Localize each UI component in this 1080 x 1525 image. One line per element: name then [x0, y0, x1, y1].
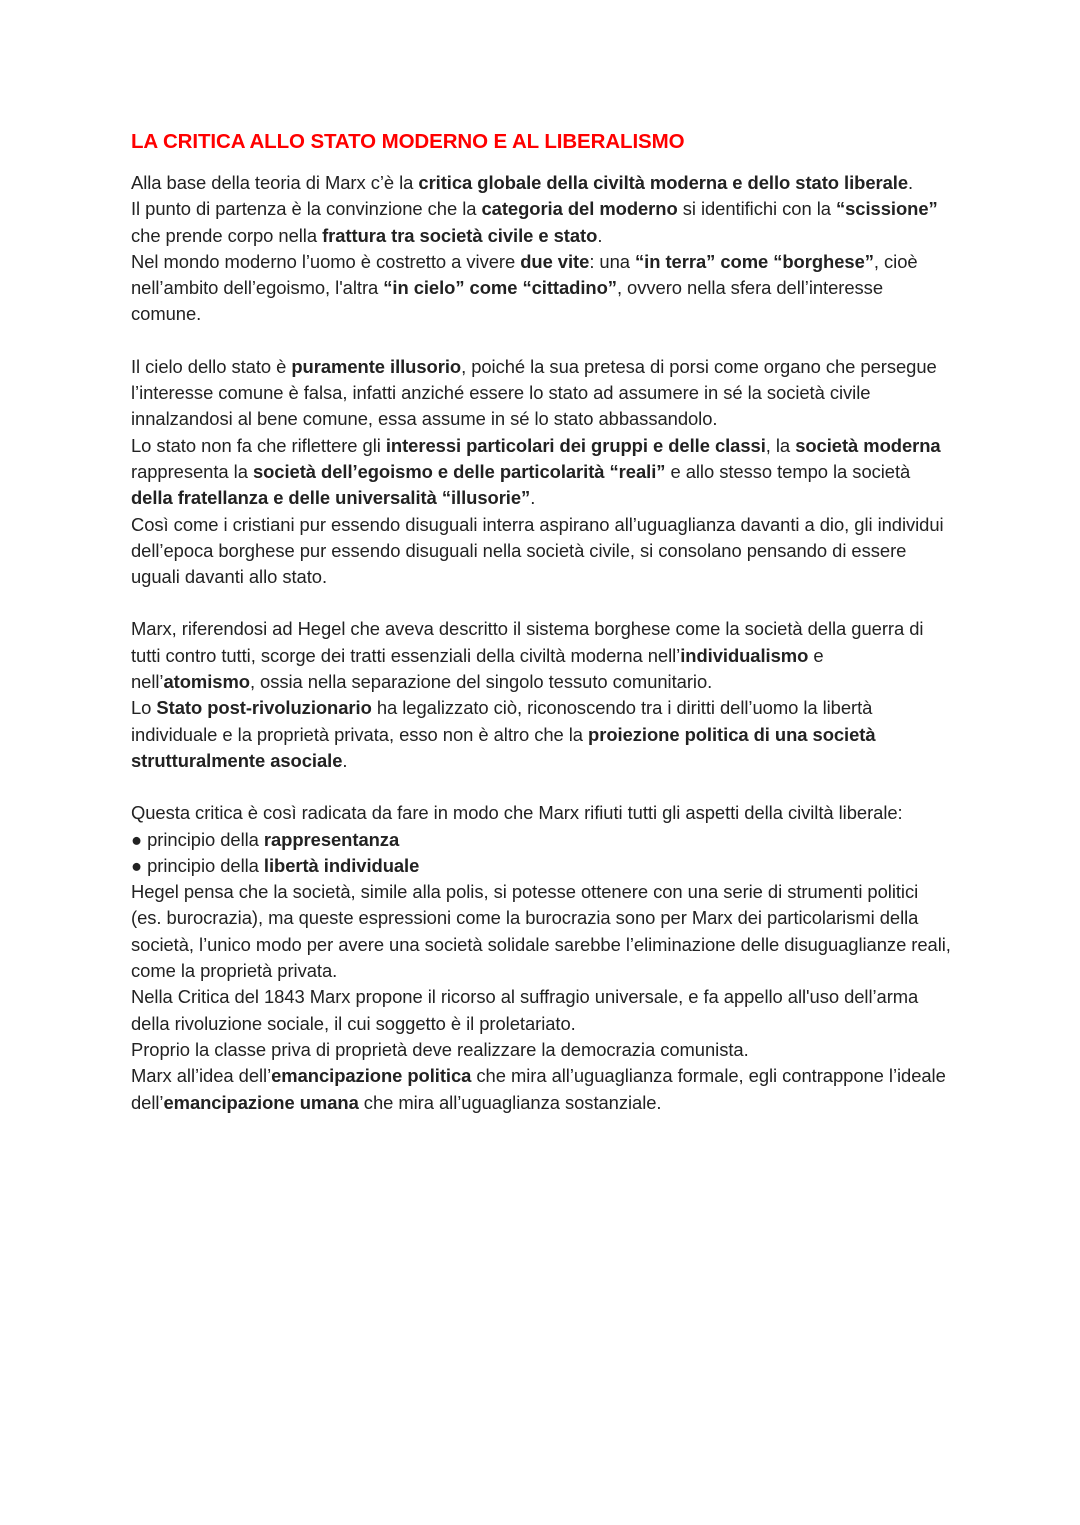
- text-run: .: [908, 172, 914, 193]
- paragraph: [131, 354, 951, 433]
- paragraph: [131, 170, 951, 196]
- bold-text: società moderna: [795, 434, 941, 456]
- bold-text: libertà individuale: [263, 854, 420, 876]
- text-run: Nella Critica del 1843 Marx propone il ricorso al suffragio universale, e fa appello all'uso dell’arma della rivoluzione sociale, il cui soggetto è il proletariato.: [131, 986, 919, 1034]
- bold-text: emancipazione politica: [271, 1065, 472, 1087]
- text-run: Nel mondo moderno l’uomo è costretto a vivere: [131, 250, 521, 272]
- document-body: [131, 128, 951, 1116]
- paragraph: [131, 196, 951, 249]
- text-run: , poiché la sua pretesa di porsi come organo che persegue l’interesse comune è falsa, infatti anziché essere lo stato ad assumere in sé la società civile innalzandosi al bene comune, essa assume in sé lo stato abbassandolo.: [131, 355, 937, 430]
- bold-text: atomismo: [163, 671, 250, 693]
- bold-text: puramente illusorio: [291, 355, 462, 377]
- text-run: Così come i cristiani pur essendo disuguali interra aspirano all’uguaglianza davanti a dio, gli individui dell’epoca borghese pur essendo disuguali nella società civile, si consolano pensando di essere uguali davanti allo stato.: [131, 513, 944, 588]
- text-run: Marx, riferendosi ad Hegel che aveva descritto il sistema borghese come la società della guerra di tutti contro tutti, scorge dei tratti essenziali della civiltà moderna nell’: [131, 618, 924, 666]
- text-run: Alla base della teoria di Marx c’è la: [131, 172, 419, 193]
- text-run: e nell’: [131, 644, 824, 693]
- text-run: rappresenta la: [131, 460, 253, 482]
- paragraph-gap: [131, 774, 951, 800]
- text-run: che mira all’uguaglianza formale, egli contrappone l’ideale dell’: [131, 1065, 946, 1113]
- text-run: , cioè nell’ambito dell’egoismo, l'altra: [131, 250, 918, 299]
- bold-text: interessi particolari dei gruppi e delle classi: [385, 434, 766, 456]
- text-run: ● principio della: [131, 854, 264, 876]
- bold-text: categoria del moderno: [481, 198, 678, 220]
- paragraph: [131, 695, 951, 774]
- bold-text: individualismo: [680, 644, 809, 666]
- paragraph: [131, 853, 951, 879]
- bold-text: “scissione”: [835, 198, 938, 220]
- bold-text: critica globale della civiltà moderna e dello stato liberale: [418, 172, 909, 193]
- paragraph: [131, 616, 951, 695]
- text-run: Proprio la classe priva di proprietà deve realizzare la democrazia comunista.: [131, 1038, 749, 1060]
- text-run: Il cielo dello stato è: [131, 355, 292, 377]
- bold-text: proiezione politica di una società strutturalmente asociale: [131, 723, 876, 771]
- paragraph: [131, 800, 951, 826]
- text-run: .: [530, 487, 536, 509]
- text-run: ha legalizzato ciò, riconoscendo tra i diritti dell’uomo la libertà individuale e la proprietà privata, esso non è altro che la: [131, 697, 873, 745]
- text-run: , ossia nella separazione del singolo tessuto comunitario.: [249, 671, 713, 693]
- paragraph-list: [131, 170, 951, 1116]
- paragraph-gap: [131, 590, 951, 616]
- paragraph: [131, 879, 951, 984]
- text-run: che prende corpo nella: [131, 224, 323, 246]
- bold-text: società dell’egoismo e delle particolarità “reali”: [252, 460, 666, 482]
- paragraph: [131, 1063, 951, 1116]
- paragraph: [131, 249, 951, 328]
- text-run: Hegel pensa che la società, simile alla polis, si potesse ottenere con una serie di strumenti politici (es. burocrazia), ma queste espressioni come la burocrazia sono per Marx dei particolarismi della società, l’unico modo per avere una società solidale sarebbe l’eliminazione delle disuguaglianze reali, come la proprietà privata.: [131, 881, 951, 982]
- text-run: Marx all’idea dell’: [131, 1065, 272, 1087]
- paragraph: [131, 1037, 951, 1063]
- bold-text: frattura tra società civile e stato: [322, 224, 598, 246]
- bold-text: Stato post-rivoluzionario: [156, 697, 372, 719]
- text-run: , la: [765, 434, 796, 456]
- paragraph-gap: [131, 328, 951, 354]
- text-run: si identifichi con la: [677, 198, 836, 220]
- text-run: Lo: [131, 697, 157, 719]
- text-run: ● principio della: [131, 828, 264, 850]
- bold-text: rappresentanza: [263, 828, 400, 850]
- paragraph: [131, 984, 951, 1037]
- paragraph: [131, 433, 951, 512]
- text-run: Lo stato non fa che riflettere gli: [131, 434, 386, 456]
- bold-text: due vite: [520, 250, 590, 272]
- text-run: : una: [589, 250, 636, 272]
- text-run: Il punto di partenza è la convinzione che la: [131, 198, 482, 220]
- bold-text: della fratellanza e delle universalità “illusorie”: [131, 487, 531, 509]
- paragraph: [131, 512, 951, 591]
- text-run: Questa critica è così radicata da fare in modo che Marx rifiuti tutti gli aspetti della civiltà liberale:: [131, 802, 903, 824]
- document-title: LA CRITICA ALLO STATO MODERNO E AL LIBERALISMO: [131, 130, 685, 153]
- bold-text: “in terra” come “borghese”: [635, 250, 874, 272]
- bold-text: emancipazione umana: [163, 1091, 359, 1113]
- text-run: .: [597, 224, 603, 246]
- bold-text: “in cielo” come “cittadino”: [383, 277, 617, 299]
- paragraph: [131, 827, 951, 853]
- text-run: che mira all’uguaglianza sostanziale.: [358, 1091, 662, 1113]
- text-run: e allo stesso tempo la società: [665, 460, 911, 482]
- text-run: .: [342, 749, 348, 771]
- text-run: , ovvero nella sfera dell’interesse comune.: [131, 277, 884, 325]
